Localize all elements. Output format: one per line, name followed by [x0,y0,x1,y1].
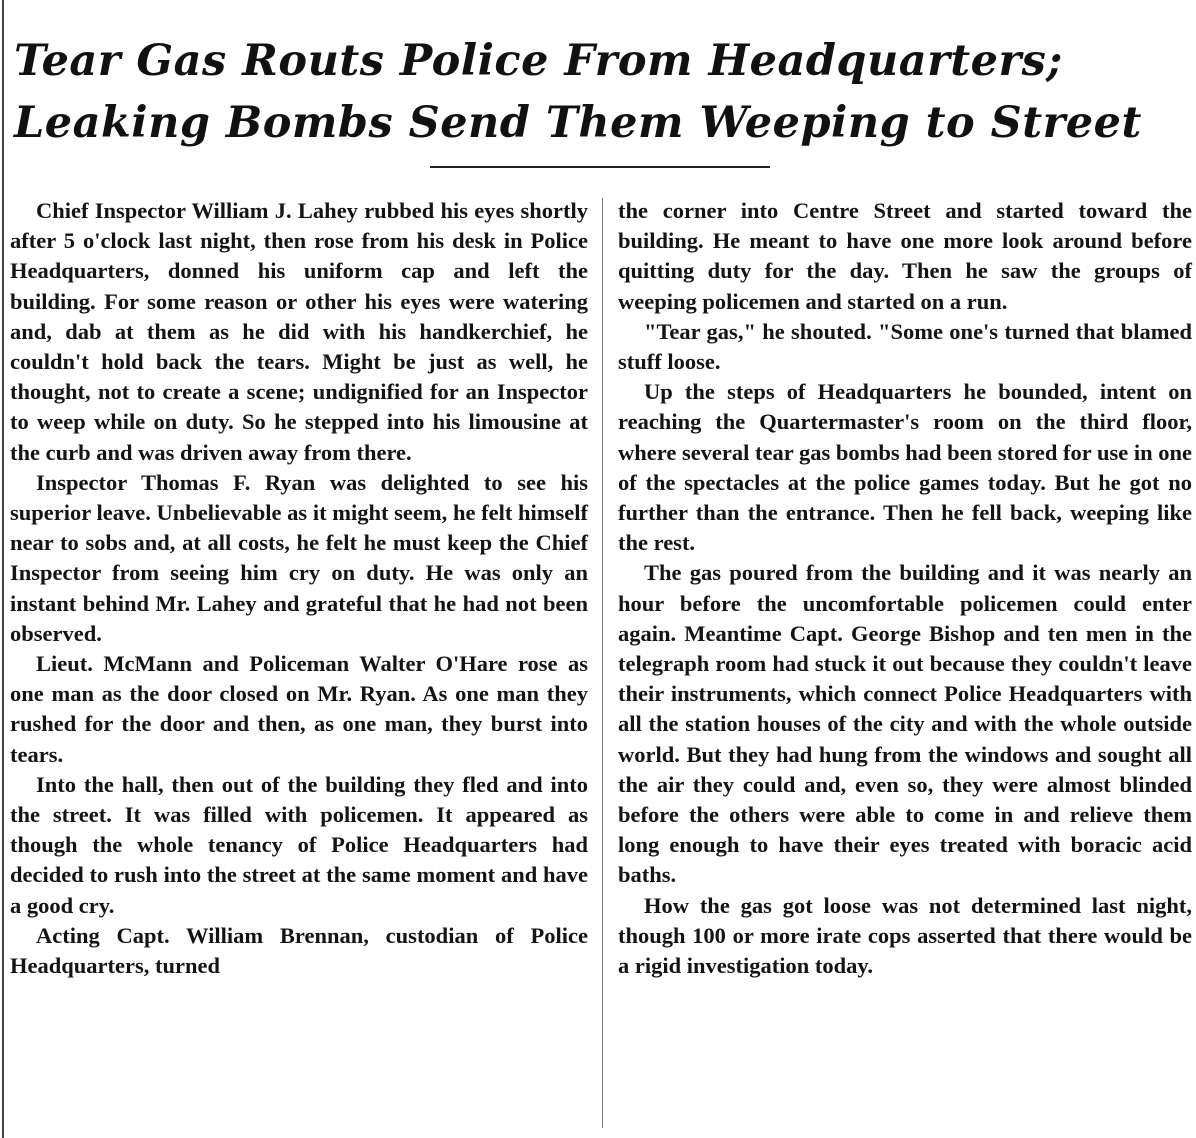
headline-line-1: Tear Gas Routs Police From Headquarters; [14,36,1063,86]
paragraph: Into the hall, then out of the building they fled and into the street. It was filled with policemen. It appeared as though the whole tenancy of Police Headquarters had decided to rush into the street at the same moment and have a good cry. [10,771,588,918]
paragraph: How the gas got loose was not determined last night, though 100 or more irate cops asserted that there would be a rigid investigation today. [618,892,1192,979]
paragraph: The gas poured from the building and it was nearly an hour before the uncomfortable policemen could enter again. Meantime Capt. George Bishop and ten men in the telegraph room had stuck it out because they couldn't leave their instruments, which connect Police Headquarters with all the station houses of the city and with the whole outside world. But they had hung from the windows and sought all the air they could and, even so, they were almost blinded before the others were able to come in and relieve them long enough to have their eyes treated with boracic acid baths. [618,560,1192,888]
paragraph: Lieut. McMann and Policeman Walter O'Hare rose as one man as the door closed on Mr. Ryan. As one man they rushed for the door and then, as one man, they burst into tears. [10,651,588,767]
headline-line-2: Leaking Bombs Send Them Weeping to Street [14,98,1142,148]
paragraph: Chief Inspector William J. Lahey rubbed his eyes shortly after 5 o'clock last night, then rose from his desk in Police Headquarters, donned his uniform cap and left the building. For some reason or other his eyes were watering and, dab at them as he did with his handkerchief, he couldn't hold back the tears. Might be just as well, he thought, not to create a scene; undignified for an Inspector to weep while on duty. So he stepped into his limousine at the curb and was driven away from there. [10,198,588,465]
paragraph: Acting Capt. William Brennan, custodian of Police Headquarters, turned [10,922,588,979]
paragraph: Inspector Thomas F. Ryan was delighted to see his superior leave. Unbelievable as it might seem, he felt himself near to sobs and, at all costs, he felt he must keep the Chief Inspector from seeing him cry on duty. He was only an instant behind Mr. Lahey and grateful that he had not been observed. [10,469,588,646]
margin-rule [2,0,4,1138]
column-divider [602,198,603,1128]
paragraph: the corner into Centre Street and started toward the building. He meant to have one more look around before quitting duty for the day. Then he saw the groups of weeping policemen and started on a run. [618,198,1192,314]
headline-divider [430,166,770,168]
paragraph: Up the steps of Headquarters he bounded, intent on reaching the Quartermaster's room on the third floor, where several tear gas bombs had been stored for use in one of the spectacles at the police games today. But he got no further than the entrance. Then he fell back, weeping like the rest. [618,379,1192,556]
article-column-right [618,196,1192,981]
headline [14,30,1194,154]
article-column-left [10,196,588,981]
paragraph: "Tear gas," he shouted. "Some one's turned that blamed stuff loose. [618,318,1192,375]
